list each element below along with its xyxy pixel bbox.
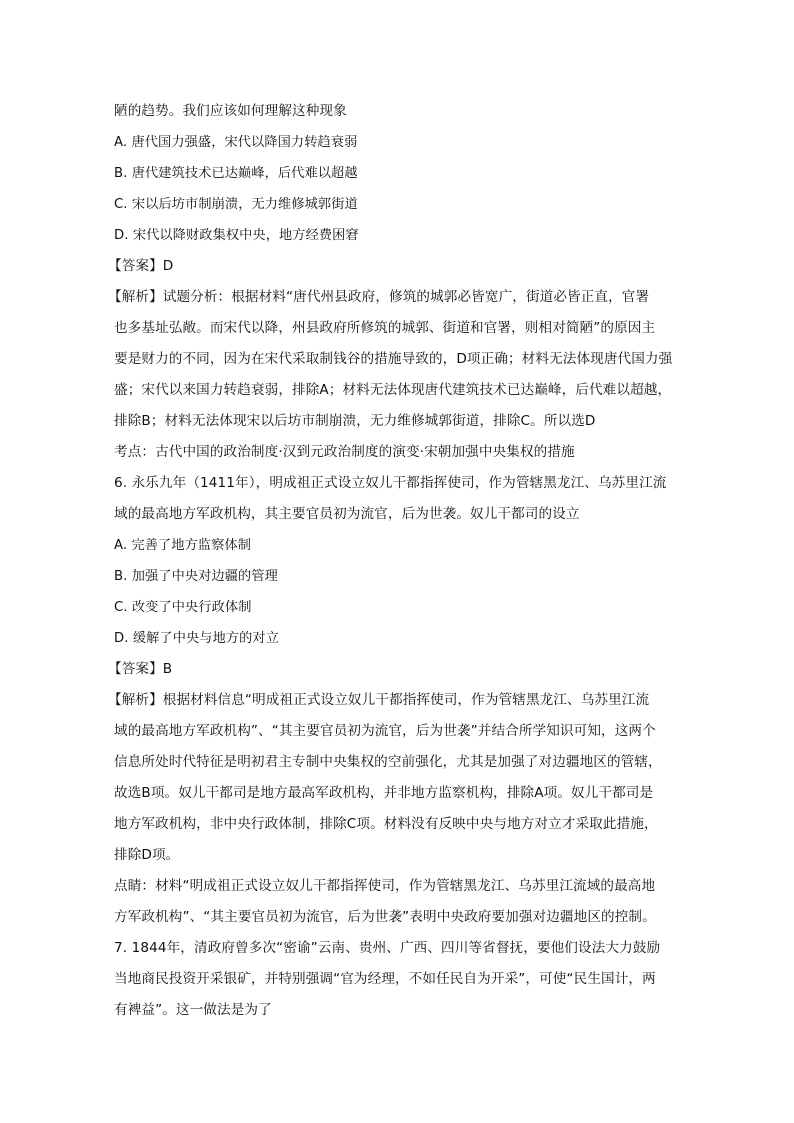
q7-stem-line-3: 有裨益”。这一做法是为了	[114, 1002, 272, 1018]
document-page	[108, 96, 694, 1026]
q5-kaodian: 考点：古代中国的政治制度·汉到元政治制度的演变·宋朝加强中央集权的措施	[114, 444, 575, 460]
q6-analysis-line-2: 域的最高地方军政机构”、“其主要官员初为流官，后为世袭”并结合所学知识可知，这两个	[114, 723, 656, 739]
q6-option-a: A. 完善了地方监察体制	[114, 538, 252, 553]
q6-option-d: D. 缓解了中央与地方的对立	[114, 631, 279, 646]
q6-analysis-line-3: 信息所处时代特征是明初君主专制中央集权的空前强化，尤其是加强了对边疆地区的管辖，	[114, 754, 662, 770]
q7-stem-line-2: 当地商民投资开采银矿，并特别强调“官为经理，不如任民自为开采”，可使“民生国计，两	[114, 971, 656, 987]
q5-analysis-line-4: 盛；宋代以来国力转趋衰弱，排除A；材料无法体现唐代建筑技术已达巅峰，后代难以超越，	[114, 382, 672, 398]
q5-option-d: D. 宋代以降财政集权中央，地方经费困窘	[114, 228, 359, 243]
q6-stem-line-1: 6. 永乐九年（1411年），明成祖正式设立奴儿干都指挥使司，作为管辖黑龙江、乌苏里江流	[114, 475, 667, 491]
q6-stem-line-2: 域的最高地方军政机构，其主要官员初为流官，后为世袭。奴儿干都司的设立	[114, 506, 580, 522]
q5-analysis-line-3: 要是财力的不同，因为在宋代采取制钱谷的措施导致的，D项正确；材料无法体现唐代国力强	[114, 351, 673, 367]
q5-analysis-line-2: 也多基址弘敞。而宋代以降，州县政府所修筑的城郭、街道和官署，则相对简陋”的原因主	[114, 320, 656, 336]
q6-analysis-line-1: 【解析】根据材料信息“明成祖正式设立奴儿干都指挥使司，作为管辖黑龙江、乌苏里江流	[108, 692, 650, 708]
q5-option-b: B. 唐代建筑技术已达巅峰，后代难以超越	[114, 166, 358, 181]
q7-stem-line-1: 7. 1844年，清政府曾多次“密谕”云南、贵州、广西、四川等省督抚，要他们设法大力鼓励	[114, 940, 661, 956]
q6-dianjing-line-2: 方军政机构”、“其主要官员初为流官，后为世袭”表明中央政府要加强对边疆地区的控制。	[114, 909, 656, 925]
q6-dianjing-line-1: 点睛：材料“明成祖正式设立奴儿干都指挥使司，作为管辖黑龙江、乌苏里江流域的最高地	[114, 878, 656, 894]
q5-analysis-line-1: 【解析】试题分析：根据材料“唐代州县政府，修筑的城郭必皆宽广，街道必皆正直，官署	[108, 289, 650, 305]
q6-analysis-line-5: 地方军政机构，非中央行政体制，排除C项。材料没有反映中央与地方对立才采取此措施，	[114, 816, 658, 832]
q6-option-b: B. 加强了中央对边疆的管理	[114, 569, 278, 584]
q5-answer: 【答案】D	[108, 258, 174, 274]
q6-analysis-line-4: 故选B项。奴儿干都司是地方最高军政机构，并非地方监察机构，排除A项。奴儿干都司是	[114, 785, 654, 801]
q6-answer: 【答案】B	[108, 661, 173, 677]
q5-analysis-line-5: 排除B；材料无法体现宋以后坊市制崩溃，无力维修城郭街道，排除C。所以选D	[114, 413, 596, 429]
q5-option-a: A. 唐代国力强盛，宋代以降国力转趋衰弱	[114, 135, 358, 150]
q5-stem-tail: 陋的趋势。我们应该如何理解这种现象	[114, 103, 347, 119]
q5-option-c: C. 宋以后坊市制崩溃，无力维修城郭街道	[114, 197, 358, 212]
q6-option-c: C. 改变了中央行政体制	[114, 600, 252, 615]
q6-analysis-line-6: 排除D项。	[114, 847, 180, 863]
